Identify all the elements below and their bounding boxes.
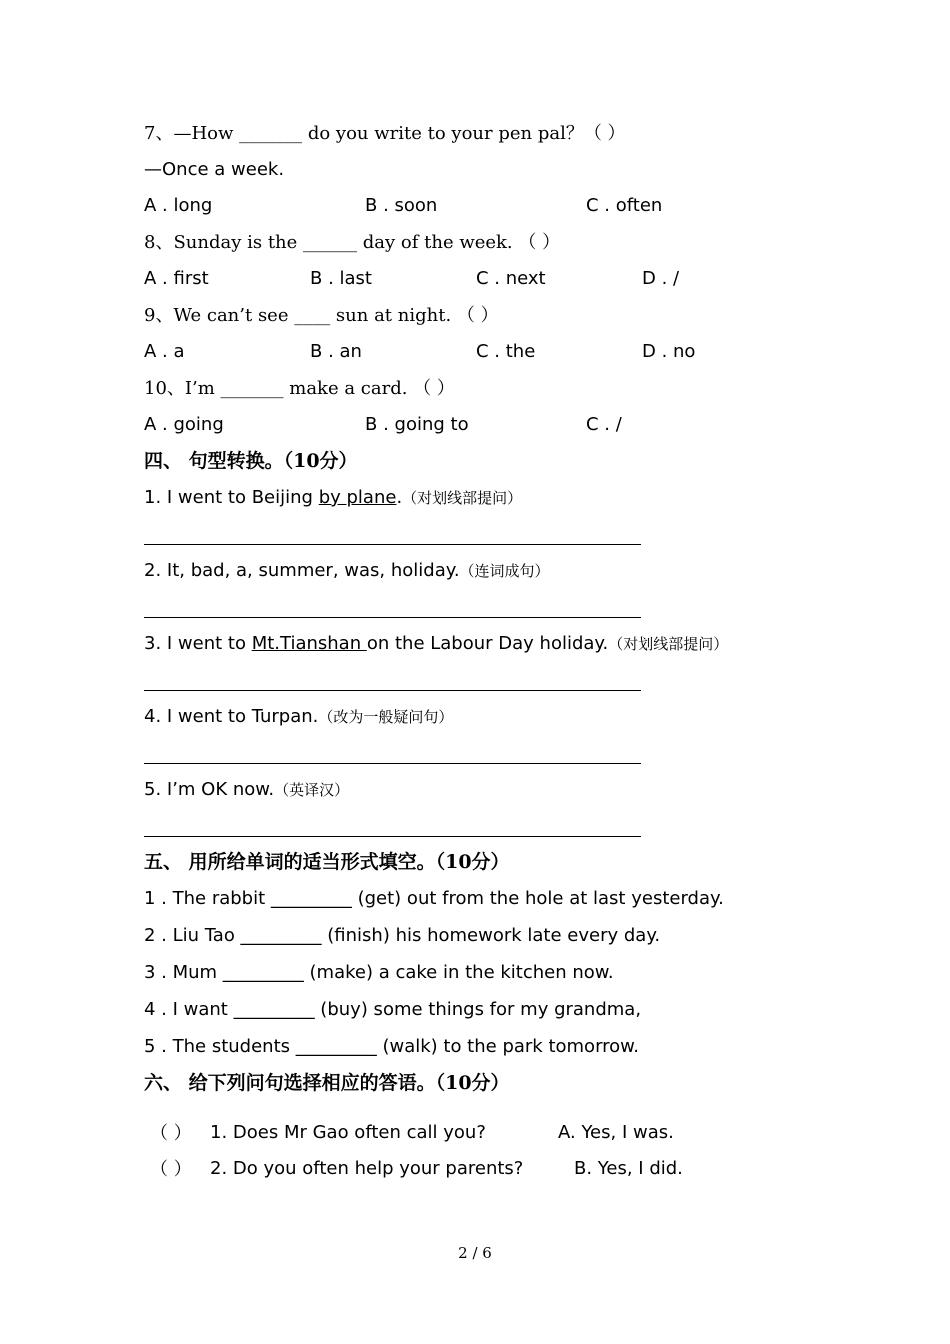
underlined-text: by plane [318, 487, 397, 508]
section5-item-4: 4 . I want _________ (buy) some things for my grandma, [144, 999, 642, 1020]
q9-option-c: C . the [476, 341, 536, 362]
section4-item-4 [144, 705, 453, 729]
q10-stem: 10、I’m _______ make a card. （ ） [144, 378, 455, 399]
q8-option-d: D . / [642, 268, 680, 289]
instruction-note: （连词成句） [459, 562, 550, 580]
item-text: on the Labour Day holiday. [366, 633, 609, 654]
q7-option-b: B . soon [365, 195, 438, 216]
q7-stem: 7、—How _______ do you write to your pen pal？（ ） [144, 123, 626, 144]
item-text: . [396, 487, 403, 508]
section4-item-3 [144, 632, 728, 656]
answer-line[interactable] [144, 763, 641, 764]
q9-option-d: D . no [642, 341, 696, 362]
q8-option-c: C . next [476, 268, 546, 289]
instruction-note: （英译汉） [274, 781, 350, 799]
answer-bracket[interactable]: （ ） [150, 1123, 192, 1144]
section4-item-1 [144, 486, 522, 510]
underlined-text: Mt.Tianshan [251, 633, 367, 654]
q10-option-a: A . going [144, 414, 224, 435]
q9-option-b: B . an [310, 341, 362, 362]
q10-option-b: B . going to [365, 414, 469, 435]
item-text: 4. I went to Turpan. [144, 706, 319, 727]
section6-answer-b: B. Yes, I did. [574, 1158, 683, 1179]
instruction-note: （改为一般疑问句） [318, 708, 454, 726]
section6-title: 六、 给下列问句选择相应的答语。（10分） [144, 1072, 510, 1094]
q8-option-a: A . first [144, 268, 209, 289]
page-number: 2 / 6 [458, 1244, 492, 1262]
instruction-note: （对划线部提问） [608, 635, 729, 653]
q7-answer-line: —Once a week. [144, 159, 285, 180]
answer-line[interactable] [144, 836, 641, 837]
section5-item-3: 3 . Mum _________ (make) a cake in the kitchen now. [144, 962, 614, 983]
answer-line[interactable] [144, 690, 641, 691]
q10-option-c: C . / [586, 414, 622, 435]
section6-answer-a: A. Yes, I was. [558, 1122, 674, 1143]
answer-line[interactable] [144, 617, 641, 618]
section5-title: 五、 用所给单词的适当形式填空。（10分） [144, 851, 510, 873]
item-text: 5. I’m OK now. [144, 779, 275, 800]
q7-option-a: A . long [144, 195, 213, 216]
item-text: 1. I went to Beijing [144, 487, 319, 508]
item-text: 2. It, bad, a, summer, was, holiday. [144, 560, 460, 581]
section4-item-5 [144, 778, 349, 802]
section5-item-2: 2 . Liu Tao _________ (finish) his homework late every day. [144, 925, 661, 946]
answer-line[interactable] [144, 544, 641, 545]
instruction-note: （对划线部提问） [402, 489, 523, 507]
q9-option-a: A . a [144, 341, 185, 362]
q9-stem: 9、We can’t see ____ sun at night. （ ） [144, 305, 499, 326]
section6-question-1: 1. Does Mr Gao often call you? [210, 1122, 486, 1143]
section5-item-1: 1 . The rabbit _________ (get) out from the hole at last yesterday. [144, 888, 724, 909]
q8-stem: 8、Sunday is the ______ day of the week. （ ） [144, 232, 561, 253]
q7-option-c: C . often [586, 195, 663, 216]
section4-item-2 [144, 559, 550, 583]
section5-item-5: 5 . The students _________ (walk) to the park tomorrow. [144, 1036, 639, 1057]
item-text: 3. I went to [144, 633, 252, 654]
answer-bracket[interactable]: （ ） [150, 1159, 192, 1180]
section4-title: 四、 句型转换。（10分） [144, 450, 358, 472]
section6-question-2: 2. Do you often help your parents? [210, 1158, 524, 1179]
q8-option-b: B . last [310, 268, 372, 289]
